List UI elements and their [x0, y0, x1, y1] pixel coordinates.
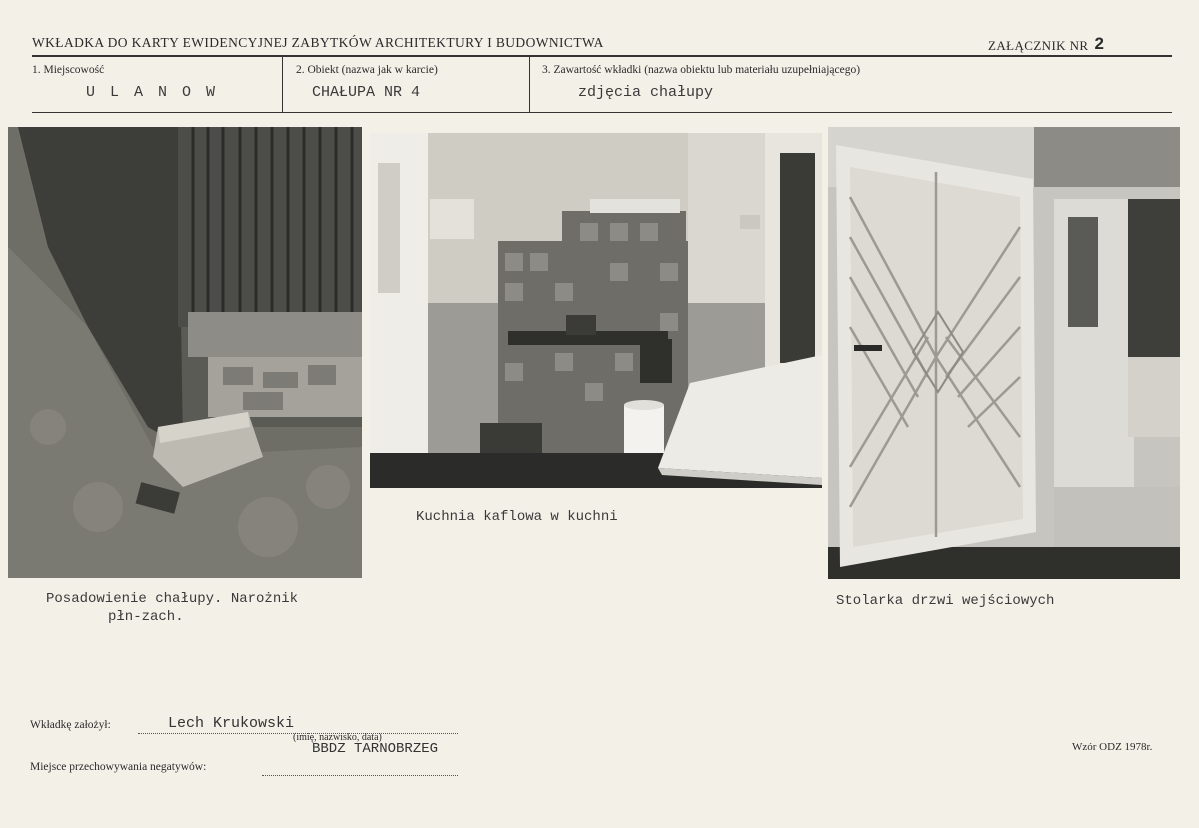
author-value: Lech Krukowski [168, 715, 295, 732]
document-title: WKŁADKA DO KARTY EWIDENCYJNEJ ZABYTKÓW ARCHITEKTURY I BUDOWNICTWA [32, 35, 604, 50]
caption-photo-3: Stolarka drzwi wejściowych [836, 593, 1055, 609]
field-label-object: 2. Obiekt (nazwa jak w karcie) [296, 64, 438, 76]
caption-photo-1: Posadowienie chałupy. Narożnik płn-zach. [46, 591, 299, 625]
photo-tiled-stove [370, 133, 822, 488]
field-value-locality: U L A N O W [86, 84, 219, 101]
header-rule-top [32, 55, 1172, 57]
annex-label: ZAŁĄCZNIK NR 2 [988, 34, 1105, 53]
form-id: Wzór ODZ 1978r. [1072, 741, 1153, 753]
header-rule-bottom [32, 112, 1172, 113]
caption-photo-2: Kuchnia kaflowa w kuchni [416, 509, 618, 525]
photo-entrance-door [828, 127, 1180, 579]
annex-number: 2 [1094, 34, 1105, 53]
institution-value: BBDZ TARNOBRZEG [312, 741, 439, 757]
author-hint: (imię, nazwisko, data) [293, 732, 382, 743]
field-value-object: CHAŁUPA NR 4 [312, 84, 421, 101]
negatives-dotted-line [262, 775, 458, 776]
photo-foundation-corner [8, 127, 362, 578]
field-separator [529, 57, 530, 112]
field-label-contents: 3. Zawartość wkładki (nazwa obiektu lub materiału uzupełniającego) [542, 64, 861, 76]
field-value-contents: zdjęcia chałupy [578, 84, 714, 101]
negatives-label: Miejsce przechowywania negatywów: [30, 761, 207, 773]
field-label-locality: 1. Miejscowość [32, 64, 105, 76]
author-label: Wkładkę założył: [30, 719, 111, 731]
field-separator [282, 57, 283, 112]
